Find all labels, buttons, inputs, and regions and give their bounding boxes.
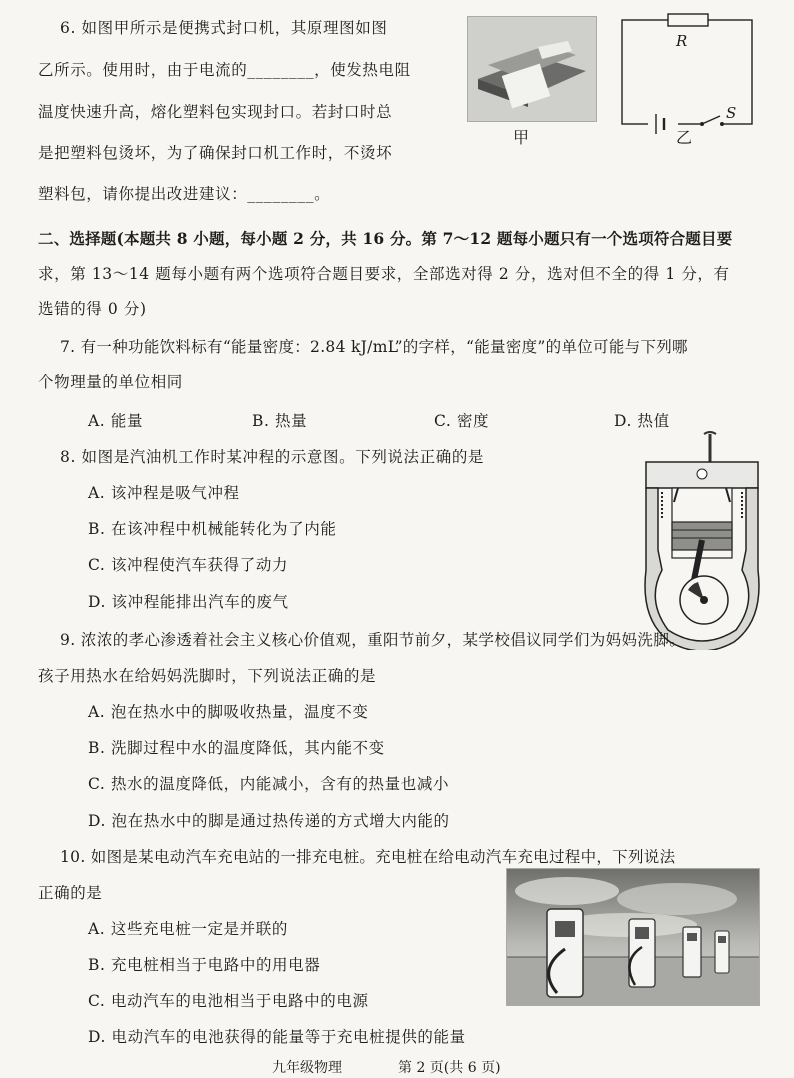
q6-line-2: 乙所示。使用时，由于电流的________，使发热电阻 bbox=[38, 61, 411, 79]
q8-option-b: B. 在该冲程中机械能转化为了内能 bbox=[88, 520, 337, 538]
q9-option-b: B. 洗脚过程中水的温度降低，其内能不变 bbox=[88, 739, 385, 757]
charger-1 bbox=[547, 909, 583, 997]
engine-diagram bbox=[638, 430, 766, 650]
q8-option-a: A. 该冲程是吸气冲程 bbox=[88, 484, 240, 502]
q9-option-a: A. 泡在热水中的脚吸收热量，温度不变 bbox=[88, 703, 369, 721]
q10-option-a: A. 这些充电桩一定是并联的 bbox=[88, 920, 288, 938]
q9-line-2: 孩子用热水在给妈妈洗脚时，下列说法正确的是 bbox=[38, 667, 377, 685]
figure-label-jia: 甲 bbox=[513, 128, 530, 147]
footer-subject: 九年级物理 bbox=[272, 1060, 342, 1076]
switch-label: S bbox=[726, 104, 737, 122]
sealer-photo bbox=[467, 16, 597, 122]
charger-2 bbox=[629, 919, 655, 987]
q9-option-d: D. 泡在热水中的脚是通过热传递的方式增大内能的 bbox=[88, 812, 450, 830]
q8-option-c: C. 该冲程使汽车获得了动力 bbox=[88, 556, 289, 574]
q10-line-2: 正确的是 bbox=[38, 884, 103, 902]
q7-option-a: A. 能量 bbox=[88, 412, 144, 430]
figure-label-yi: 乙 bbox=[676, 128, 693, 147]
resistor-symbol bbox=[668, 14, 708, 26]
q7-option-d: D. 热值 bbox=[614, 412, 670, 430]
q8-stem: 8. 如图是汽油机工作时某冲程的示意图。下列说法正确的是 bbox=[60, 448, 485, 466]
q7-line-1: 7. 有一种功能饮料标有“能量密度：2.84 kJ/mL”的字样，“能量密度”的单位可能与下列哪 bbox=[60, 338, 688, 356]
q7-line-2: 个物理量的单位相同 bbox=[38, 373, 183, 391]
q6-line-4: 是把塑料包烫坏，为了确保封口机工作时，不烫坏 bbox=[38, 144, 393, 162]
q6-line-3: 温度快速升高，熔化塑料包实现封口。若封口时总 bbox=[38, 103, 393, 121]
q7-option-c: C. 密度 bbox=[434, 412, 490, 430]
resistor-label: R bbox=[676, 32, 688, 50]
q8-option-d: D. 该冲程能排出汽车的废气 bbox=[88, 593, 289, 611]
footer-page-number: 第 2 页(共 6 页) bbox=[398, 1060, 501, 1076]
q7-option-b: B. 热量 bbox=[252, 412, 308, 430]
section-2-line-3: 选错的得 0 分) bbox=[38, 300, 147, 318]
charger-4 bbox=[715, 931, 729, 973]
q10-option-d: D. 电动汽车的电池获得的能量等于充电桩提供的能量 bbox=[88, 1028, 466, 1046]
q9-option-c: C. 热水的温度降低，内能减小，含有的热量也减小 bbox=[88, 775, 450, 793]
q6-line-5: 塑料包，请你提出改进建议：________。 bbox=[38, 185, 331, 203]
section-2-line-1: 二、选择题(本题共 8 小题，每小题 2 分，共 16 分。第 7～12 题每小题只有一个选项符合题目要 bbox=[38, 229, 733, 248]
section-2-line-2: 求，第 13～14 题每小题有两个选项符合题目要求，全部选对得 2 分，选对但不全的得 1 分，有 bbox=[38, 265, 730, 283]
q10-line-1: 10. 如图是某电动汽车充电站的一排充电桩。充电桩在给电动汽车充电过程中，下列说法 bbox=[60, 848, 676, 866]
q6-line-1: 6. 如图甲所示是便携式封口机，其原理图如图 bbox=[60, 19, 388, 37]
q10-option-c: C. 电动汽车的电池相当于电路中的电源 bbox=[88, 992, 369, 1010]
charging-station-photo bbox=[506, 868, 760, 1006]
q9-line-1: 9. 浓浓的孝心渗透着社会主义核心价值观，重阳节前夕，某学校倡议同学们为妈妈洗脚。 bbox=[60, 631, 686, 649]
q10-option-b: B. 充电桩相当于电路中的用电器 bbox=[88, 956, 321, 974]
charger-3 bbox=[683, 927, 701, 977]
